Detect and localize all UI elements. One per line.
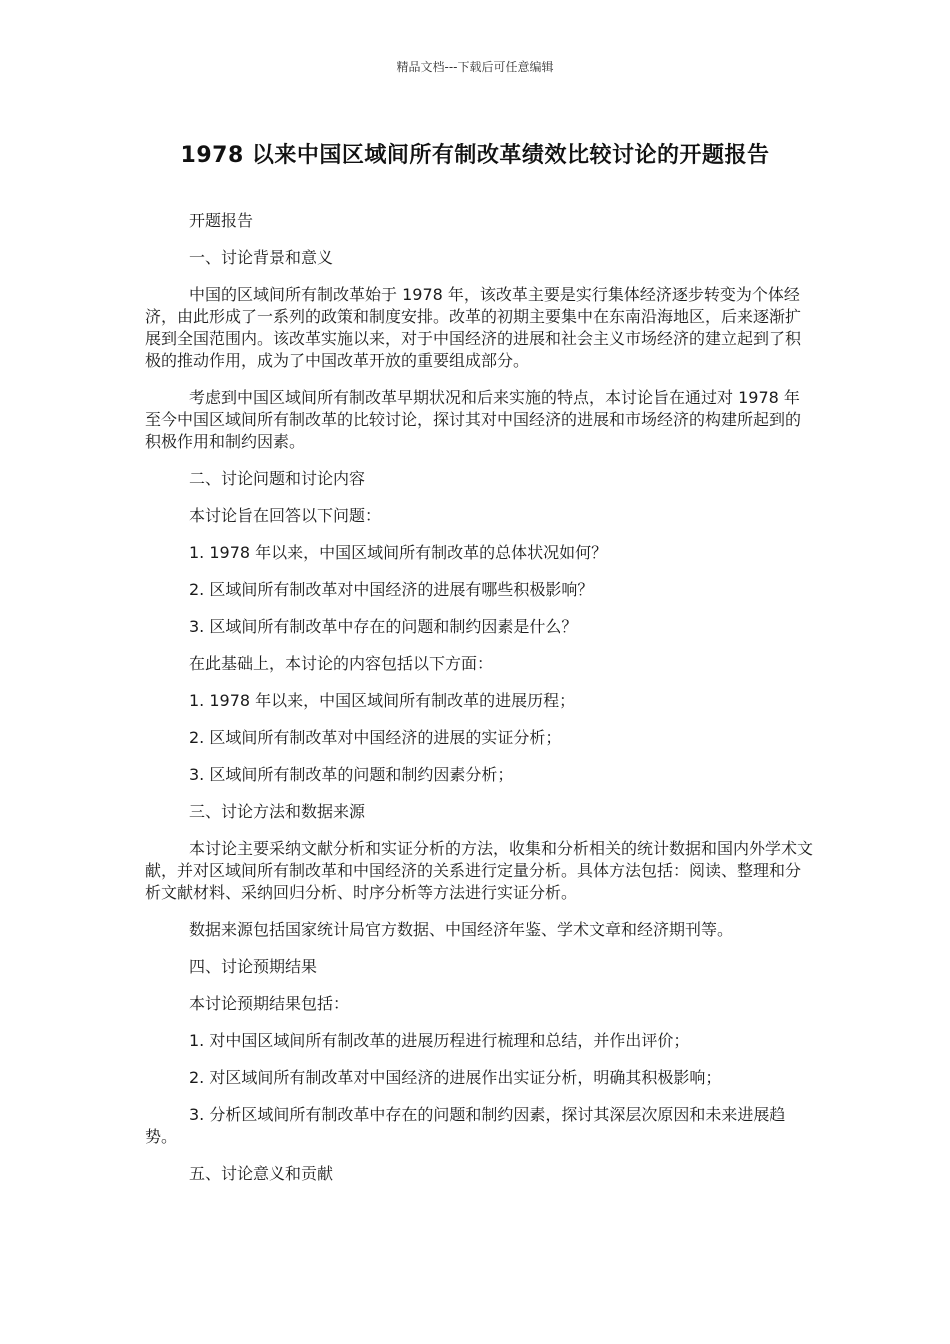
heading-section-2: 二、讨论问题和讨论内容 — [189, 469, 366, 488]
heading-section-3: 三、讨论方法和数据来源 — [189, 802, 366, 821]
paragraph: 本讨论旨在回答以下问题： — [189, 506, 382, 525]
list-item: 1. 1978 年以来，中国区域间所有制改革的进展历程； — [189, 691, 576, 710]
paragraph: 中国的区域间所有制改革始于 1978 年，该改革主要是实行集体经济逐步转变为个体经济，由此形成了一系列的政策和制度安排。改革的初期主要集中在东南沿海地区，后来逐渐扩展到全国范围内。该改革实施以来，对于中国经济的进展和社会主义市场经济的建立起到了积极的推动作用，成为了中国改革开放的重要组成部分。 — [145, 285, 802, 370]
heading-section-5: 五、讨论意义和贡献 — [189, 1164, 334, 1183]
list-item: 1. 1978 年以来，中国区域间所有制改革的总体状况如何？ — [189, 543, 608, 562]
list-item: 3. 区域间所有制改革的问题和制约因素分析； — [189, 765, 514, 784]
heading-section-4: 四、讨论预期结果 — [189, 957, 318, 976]
document-body — [145, 210, 813, 1200]
paragraph: 在此基础上，本讨论的内容包括以下方面： — [189, 654, 494, 673]
list-item: 2. 对区域间所有制改革对中国经济的进展作出实证分析，明确其积极影响； — [189, 1068, 722, 1087]
paragraph: 考虑到中国区域间所有制改革早期状况和后来实施的特点，本讨论旨在通过对 1978 年至今中国区域间所有制改革的比较讨论，探讨其对中国经济的进展和市场经济的构建所起到的积极作用和制约因素。 — [145, 388, 802, 451]
heading-report: 开题报告 — [189, 211, 254, 230]
document-title: 1978 以来中国区域间所有制改革绩效比较讨论的开题报告 — [180, 143, 770, 168]
paragraph: 本讨论预期结果包括： — [189, 994, 350, 1013]
list-item: 2. 区域间所有制改革对中国经济的进展有哪些积极影响？ — [189, 580, 594, 599]
paragraph: 本讨论主要采纳文献分析和实证分析的方法，收集和分析相关的统计数据和国内外学术文献，并对区域间所有制改革和中国经济的关系进行定量分析。具体方法包括：阅读、整理和分析文献材料、采纳回归分析、时序分析等方法进行实证分析。 — [145, 839, 814, 902]
paragraph: 数据来源包括国家统计局官方数据、中国经济年鉴、学术文章和经济期刊等。 — [189, 920, 734, 939]
page-header: 精品文档---下载后可任意编辑 — [396, 60, 554, 74]
list-item: 2. 区域间所有制改革对中国经济的进展的实证分析； — [189, 728, 562, 747]
list-item: 3. 分析区域间所有制改革中存在的问题和制约因素，探讨其深层次原因和未来进展趋势。 — [145, 1105, 786, 1146]
list-item: 1. 对中国区域间所有制改革的进展历程进行梳理和总结，并作出评价； — [189, 1031, 690, 1050]
heading-section-1: 一、讨论背景和意义 — [189, 248, 334, 267]
list-item: 3. 区域间所有制改革中存在的问题和制约因素是什么？ — [189, 617, 578, 636]
